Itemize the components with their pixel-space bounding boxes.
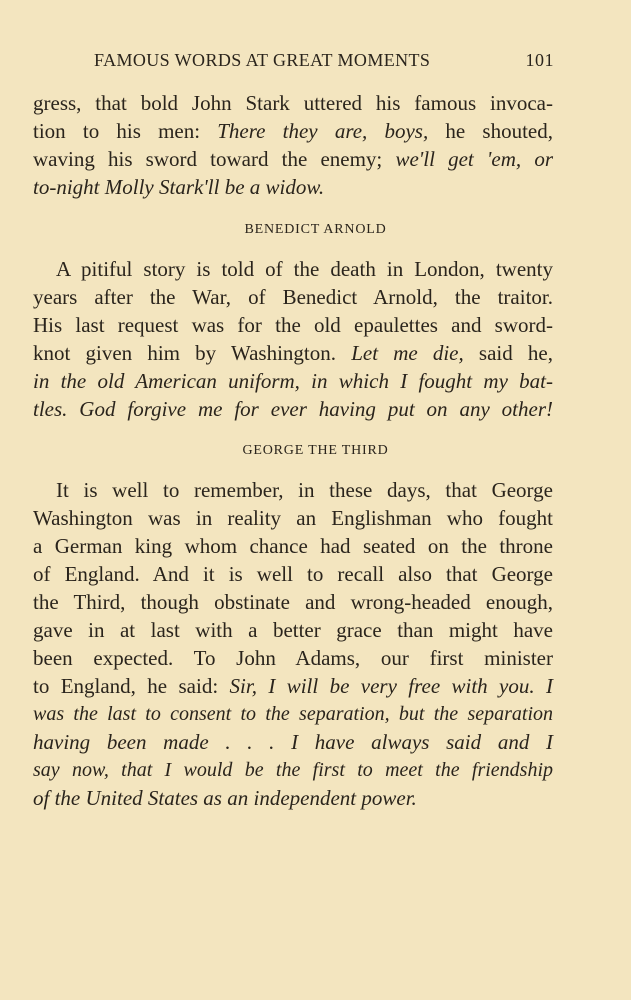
quotation-italic: Sir, I will be very free with you. I — [229, 674, 553, 698]
page-header — [94, 50, 554, 76]
text-line — [33, 118, 553, 145]
text-line — [33, 312, 553, 339]
line-text: gave in at last with a better grace than might have — [33, 618, 553, 642]
quotation-italic: of the United States as an independent power. — [33, 786, 417, 810]
line-text: said he, — [463, 341, 554, 365]
text-line — [33, 146, 553, 173]
text-line — [33, 785, 553, 812]
running-head: FAMOUS WORDS AT GREAT MOMENTS — [94, 50, 431, 70]
line-text: knot given him by Washington. — [33, 341, 352, 365]
text-line — [33, 645, 553, 672]
quotation-italic: tles. God forgive me for ever having put on any other! — [33, 397, 553, 421]
quotation-italic: to-night Molly Stark'll be a widow. — [33, 175, 325, 199]
line-text: he shouted, — [428, 119, 553, 143]
text-line — [33, 701, 553, 728]
text-line — [56, 477, 553, 504]
section-heading-benedict-arnold: BENEDICT ARNOLD — [244, 222, 387, 237]
quotation-italic: Let me die, — [351, 341, 464, 365]
quotation-italic: in the old American uniform, in which I fought my bat- — [33, 369, 553, 393]
quotation-italic: having been made . . . I have always said and I — [33, 730, 553, 754]
quotation-italic: we'll get 'em, or — [395, 147, 553, 171]
text-line — [33, 396, 553, 423]
line-text: waving his sword toward the enemy; — [33, 147, 396, 171]
line-text: the Third, though obstinate and wrong-headed enough, — [33, 590, 553, 614]
text-line — [33, 505, 553, 532]
text-line — [33, 174, 553, 201]
text-line — [33, 533, 553, 560]
line-text: gress, that bold John Stark uttered his famous invoca- — [33, 91, 553, 115]
quotation-italic: say now, that I would be the first to meet the friendship — [33, 759, 553, 781]
line-text: It is well to remember, in these days, that George — [56, 478, 553, 502]
section-heading-george-the-third: GEORGE THE THIRD — [242, 443, 389, 458]
text-line — [33, 284, 553, 311]
line-text: years after the War, of Benedict Arnold, the traitor. — [33, 285, 553, 309]
text-line — [33, 617, 553, 644]
text-line — [33, 90, 553, 117]
line-text: tion to his men: — [33, 119, 218, 143]
text-line — [56, 256, 553, 283]
line-text: of England. And it is well to recall also that George — [33, 562, 553, 586]
quotation-italic: was the last to consent to the separation, but the separation — [33, 703, 553, 725]
line-text: A pitiful story is told of the death in London, twenty — [56, 257, 553, 281]
text-line — [33, 589, 553, 616]
quotation-italic: There they are, boys, — [217, 119, 429, 143]
text-line — [33, 729, 553, 756]
line-text: Washington was in reality an Englishman who fought — [33, 506, 553, 530]
text-line — [33, 368, 553, 395]
line-text: a German king whom chance had seated on the throne — [33, 534, 553, 558]
line-text: to England, he said: — [33, 674, 230, 698]
text-line — [33, 340, 553, 367]
text-line — [33, 757, 553, 784]
text-line — [33, 673, 553, 700]
text-line — [33, 561, 553, 588]
page-number: 101 — [525, 50, 554, 70]
line-text: His last request was for the old epaulettes and sword- — [33, 313, 553, 337]
line-text: been expected. To John Adams, our first minister — [33, 646, 553, 670]
